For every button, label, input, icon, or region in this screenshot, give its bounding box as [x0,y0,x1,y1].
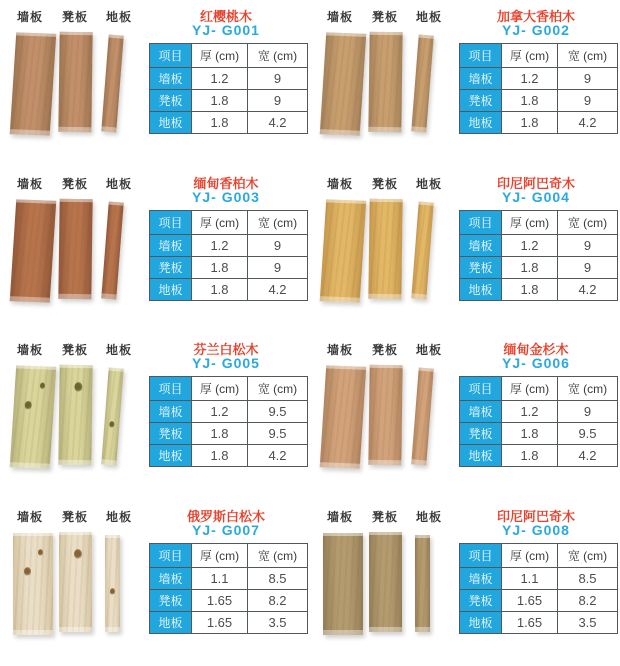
row-thickness-cell: 1.65 [502,589,558,611]
spec-header-row [150,44,308,68]
product-name: 印尼阿巴奇木 [496,508,575,524]
product-card [310,500,620,666]
spec-row [460,589,618,611]
row-width-cell: 9 [558,256,618,278]
row-thickness-cell: 1.1 [502,567,558,589]
row-item-cell: 墙板 [460,68,502,90]
product-model: YJ- G004 [502,188,570,205]
column-header-width: 宽 (cm) [248,543,308,567]
row-width-cell: 3.5 [248,611,308,633]
row-item-cell: 凳板 [460,589,502,611]
wood-knot [74,382,82,392]
product-name: 加拿大香柏木 [496,9,575,24]
column-header-width: 宽 (cm) [558,44,618,68]
column-header-width: 宽 (cm) [558,210,618,234]
row-item-cell: 墙板 [150,567,192,589]
floor-board-image [101,201,124,299]
wall-board-image [10,32,57,135]
floor-board-image [101,368,124,466]
wall-board-label: 墙板 [327,509,354,524]
spec-row [460,68,618,90]
wood-knot [74,549,82,559]
column-header-thickness: 厚 (cm) [502,377,558,401]
column-header-thickness: 厚 (cm) [192,543,248,567]
spec-row [150,423,308,445]
spec-row [460,256,618,278]
row-item-cell: 墙板 [150,401,192,423]
spec-header-row [150,543,308,567]
spec-header-row [460,44,618,68]
column-header-thickness: 厚 (cm) [192,377,248,401]
wall-board-label: 墙板 [327,10,354,24]
column-header-width: 宽 (cm) [558,377,618,401]
spec-row [460,611,618,633]
wood-knot [25,400,33,409]
spec-table [149,210,308,301]
product-card [310,333,620,500]
spec-row [460,423,618,445]
bench-board-image [368,365,402,465]
row-width-cell: 8.5 [558,567,618,589]
row-thickness-cell: 1.8 [502,445,558,467]
column-header-item: 项目 [150,543,192,567]
spec-row [460,567,618,589]
row-item-cell: 地板 [150,278,192,300]
wall-board-label: 墙板 [17,343,44,357]
floor-board-label: 地板 [106,509,133,524]
row-thickness-cell: 1.8 [502,278,558,300]
row-width-cell: 9 [558,234,618,256]
product-card [310,0,620,167]
product-card [310,167,620,334]
product-name: 缅甸香柏木 [193,175,259,191]
spec-table [459,43,618,134]
row-item-cell: 凳板 [460,90,502,112]
floor-board-image [411,368,434,466]
wall-board-label: 墙板 [17,10,44,24]
spec-header-row [150,377,308,401]
row-width-cell: 9.5 [248,401,308,423]
bench-board-image [368,32,402,132]
spec-row [150,611,308,633]
row-item-cell: 地板 [150,611,192,633]
column-header-item: 项目 [150,44,192,68]
row-thickness-cell: 1.2 [192,68,248,90]
row-thickness-cell: 1.2 [502,401,558,423]
spec-row [460,401,618,423]
row-item-cell: 墙板 [460,567,502,589]
row-item-cell: 地板 [460,112,502,134]
column-header-item: 项目 [460,543,502,567]
product-model: YJ- G006 [502,355,570,371]
spec-table [149,376,308,467]
wall-board-image [10,199,57,302]
wood-knot [40,383,45,390]
spec-row [150,68,308,90]
product-name: 红樱桃木 [199,9,252,24]
row-thickness-cell: 1.8 [192,278,248,300]
row-width-cell: 9 [558,90,618,112]
row-width-cell: 9 [248,90,308,112]
column-header-item: 项目 [460,377,502,401]
product-card [0,500,310,666]
spec-table [149,543,308,634]
bench-board-image [58,365,92,465]
row-item-cell: 墙板 [460,234,502,256]
row-thickness-cell: 1.1 [192,567,248,589]
spec-row [150,278,308,300]
spec-header-row [460,377,618,401]
bench-board-image [58,32,92,132]
row-width-cell: 4.2 [248,112,308,134]
row-item-cell: 凳板 [460,423,502,445]
row-item-cell: 凳板 [150,90,192,112]
row-width-cell: 9.5 [558,423,618,445]
product-model: YJ- G005 [192,355,260,371]
row-item-cell: 地板 [460,445,502,467]
row-item-cell: 地板 [460,611,502,633]
column-header-thickness: 厚 (cm) [502,543,558,567]
row-thickness-cell: 1.8 [192,90,248,112]
floor-board-image [415,535,430,632]
spec-row [150,112,308,134]
row-item-cell: 凳板 [150,589,192,611]
spec-row [150,401,308,423]
floor-board-label: 地板 [416,343,443,357]
product-model: YJ- G003 [192,188,260,205]
product-name: 俄罗斯白松木 [186,508,265,524]
bench-board-label: 凳板 [372,343,399,357]
row-width-cell: 4.2 [558,445,618,467]
row-thickness-cell: 1.2 [192,234,248,256]
floor-board-label: 地板 [416,10,443,24]
row-width-cell: 3.5 [558,611,618,633]
spec-table [149,43,308,134]
wall-board-image [13,533,53,635]
row-item-cell: 墙板 [460,401,502,423]
row-width-cell: 4.2 [248,278,308,300]
product-model: YJ- G008 [502,521,570,538]
product-card [0,167,310,334]
product-model: YJ- G002 [502,22,570,38]
row-item-cell: 地板 [150,112,192,134]
bench-board-label: 凳板 [372,509,399,524]
bench-board-image [369,532,402,632]
row-thickness-cell: 1.65 [192,589,248,611]
floor-board-label: 地板 [106,343,133,357]
wall-board-image [320,32,367,135]
bench-board-image [368,198,402,298]
row-thickness-cell: 1.2 [502,68,558,90]
row-item-cell: 凳板 [460,256,502,278]
row-width-cell: 4.2 [558,278,618,300]
column-header-width: 宽 (cm) [248,377,308,401]
row-width-cell: 9 [248,68,308,90]
row-item-cell: 墙板 [150,234,192,256]
row-thickness-cell: 1.8 [192,256,248,278]
spec-row [460,234,618,256]
spec-row [460,112,618,134]
row-thickness-cell: 1.65 [502,611,558,633]
row-width-cell: 9 [558,401,618,423]
wall-board-image [323,533,363,635]
column-header-item: 项目 [460,210,502,234]
wall-board-label: 墙板 [327,343,354,357]
row-thickness-cell: 1.8 [192,445,248,467]
spec-row [150,90,308,112]
spec-header-row [150,210,308,234]
column-header-width: 宽 (cm) [248,44,308,68]
bench-board-label: 凳板 [62,176,89,191]
row-thickness-cell: 1.2 [502,234,558,256]
product-name: 印尼阿巴奇木 [496,175,575,191]
row-item-cell: 墙板 [150,68,192,90]
spec-table [459,376,618,467]
wall-board-image [320,365,367,468]
product-model: YJ- G007 [192,521,260,538]
column-header-item: 项目 [460,44,502,68]
row-thickness-cell: 1.8 [502,112,558,134]
row-item-cell: 凳板 [150,256,192,278]
bench-board-label: 凳板 [372,176,399,191]
spec-row [460,445,618,467]
bench-board-image [59,532,92,632]
row-item-cell: 地板 [150,445,192,467]
spec-header-row [460,543,618,567]
column-header-thickness: 厚 (cm) [192,210,248,234]
spec-row [460,278,618,300]
product-model: YJ- G001 [192,22,260,38]
floor-board-label: 地板 [416,509,443,524]
wood-knot [38,549,43,556]
row-width-cell: 9 [248,256,308,278]
row-width-cell: 9 [558,68,618,90]
column-header-thickness: 厚 (cm) [502,44,558,68]
column-header-width: 宽 (cm) [248,210,308,234]
row-width-cell: 8.2 [558,589,618,611]
product-card [0,333,310,500]
spec-table [459,543,618,634]
wood-knot [110,588,115,595]
bench-board-label: 凳板 [62,509,89,524]
row-thickness-cell: 1.65 [192,611,248,633]
floor-board-image [411,201,434,299]
row-thickness-cell: 1.8 [502,256,558,278]
bench-board-image [58,198,92,298]
wall-board-label: 墙板 [17,509,44,524]
floor-board-image [411,35,434,133]
floor-board-label: 地板 [106,176,133,191]
column-header-item: 项目 [150,210,192,234]
column-header-thickness: 厚 (cm) [192,44,248,68]
wall-board-label: 墙板 [327,176,354,191]
row-width-cell: 9.5 [248,423,308,445]
product-name: 芬兰白松木 [193,342,259,357]
bench-board-label: 凳板 [62,343,89,357]
row-width-cell: 4.2 [558,112,618,134]
floor-board-image [105,535,120,632]
spec-row [150,445,308,467]
row-thickness-cell: 1.8 [502,90,558,112]
row-width-cell: 8.5 [248,567,308,589]
wood-knot [24,567,31,576]
wood-knot [109,421,115,428]
row-thickness-cell: 1.2 [192,401,248,423]
wall-board-image [10,365,57,468]
bench-board-label: 凳板 [62,10,89,24]
spec-row [150,256,308,278]
product-card [0,0,310,167]
row-item-cell: 地板 [460,278,502,300]
spec-header-row [460,210,618,234]
spec-row [460,90,618,112]
column-header-thickness: 厚 (cm) [502,210,558,234]
spec-row [150,589,308,611]
bench-board-label: 凳板 [372,10,399,24]
spec-table [459,210,618,301]
column-header-width: 宽 (cm) [558,543,618,567]
floor-board-label: 地板 [416,176,443,191]
row-thickness-cell: 1.8 [502,423,558,445]
row-width-cell: 8.2 [248,589,308,611]
column-header-item: 项目 [150,377,192,401]
row-thickness-cell: 1.8 [192,112,248,134]
row-width-cell: 4.2 [248,445,308,467]
row-width-cell: 9 [248,234,308,256]
floor-board-label: 地板 [106,10,133,24]
floor-board-image [101,35,124,133]
wall-board-image [320,199,367,302]
row-item-cell: 凳板 [150,423,192,445]
row-thickness-cell: 1.8 [192,423,248,445]
spec-row [150,567,308,589]
product-name: 缅甸金杉木 [503,342,569,357]
spec-row [150,234,308,256]
wall-board-label: 墙板 [17,176,44,191]
